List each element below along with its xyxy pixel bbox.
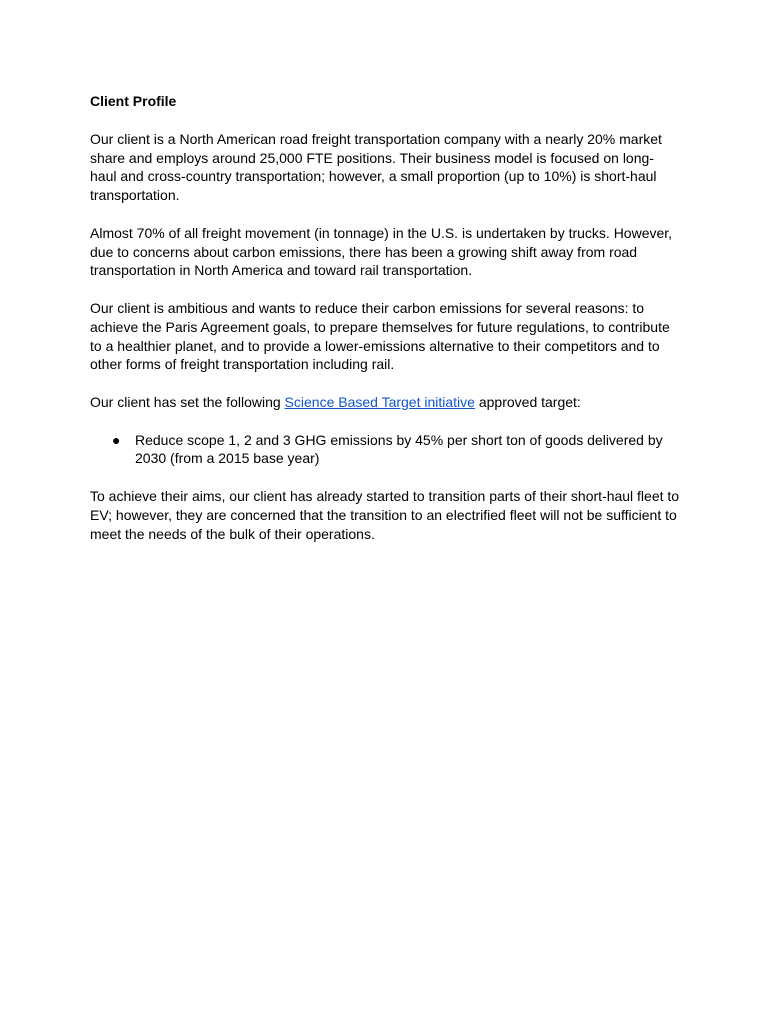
target-list [90,431,680,469]
paragraph-closing: To achieve their aims, our client has already started to transition parts of their short-haul fleet to EV; however, they are concerned that the transition to an electrified fleet will not be sufficient to meet the needs of the bulk of their operations. [90,487,680,542]
paragraph-freight-context: Almost 70% of all freight movement (in tonnage) in the U.S. is undertaken by trucks. However, due to concerns about carbon emissions, there has been a growing shift away from road transportation in North America and toward rail transportation. [90,224,673,279]
list-item [90,431,680,469]
bullet-icon: ● [112,431,121,448]
list-item-text: Reduce scope 1, 2 and 3 GHG emissions by 45% per short ton of goods delivered by 2030 (from a 2015 base year) [135,431,663,467]
section-heading: Client Profile [90,93,177,109]
paragraph-target-intro [90,393,680,412]
document-body [90,92,680,562]
paragraph-ambitions: Our client is ambitious and wants to reduce their carbon emissions for several reasons: to achieve the Paris Agreement goals, to prepare themselves for future regulations, to contribute to a healthier planet, and to provide a lower-emissions alternative to their competitors and to other forms of freight transportation including rail. [90,299,670,373]
target-intro-before: Our client has set the following [90,393,285,410]
sbti-link[interactable]: Science Based Target initiative [284,393,475,410]
target-intro-after: approved target: [474,393,581,410]
paragraph-company-overview: Our client is a North American road freight transportation company with a nearly 20% market share and employs around 25,000 FTE positions. Their business model is focused on long-haul and cross-country transportation; however, a small proportion (up to 10%) is short-haul transportation. [90,130,662,204]
